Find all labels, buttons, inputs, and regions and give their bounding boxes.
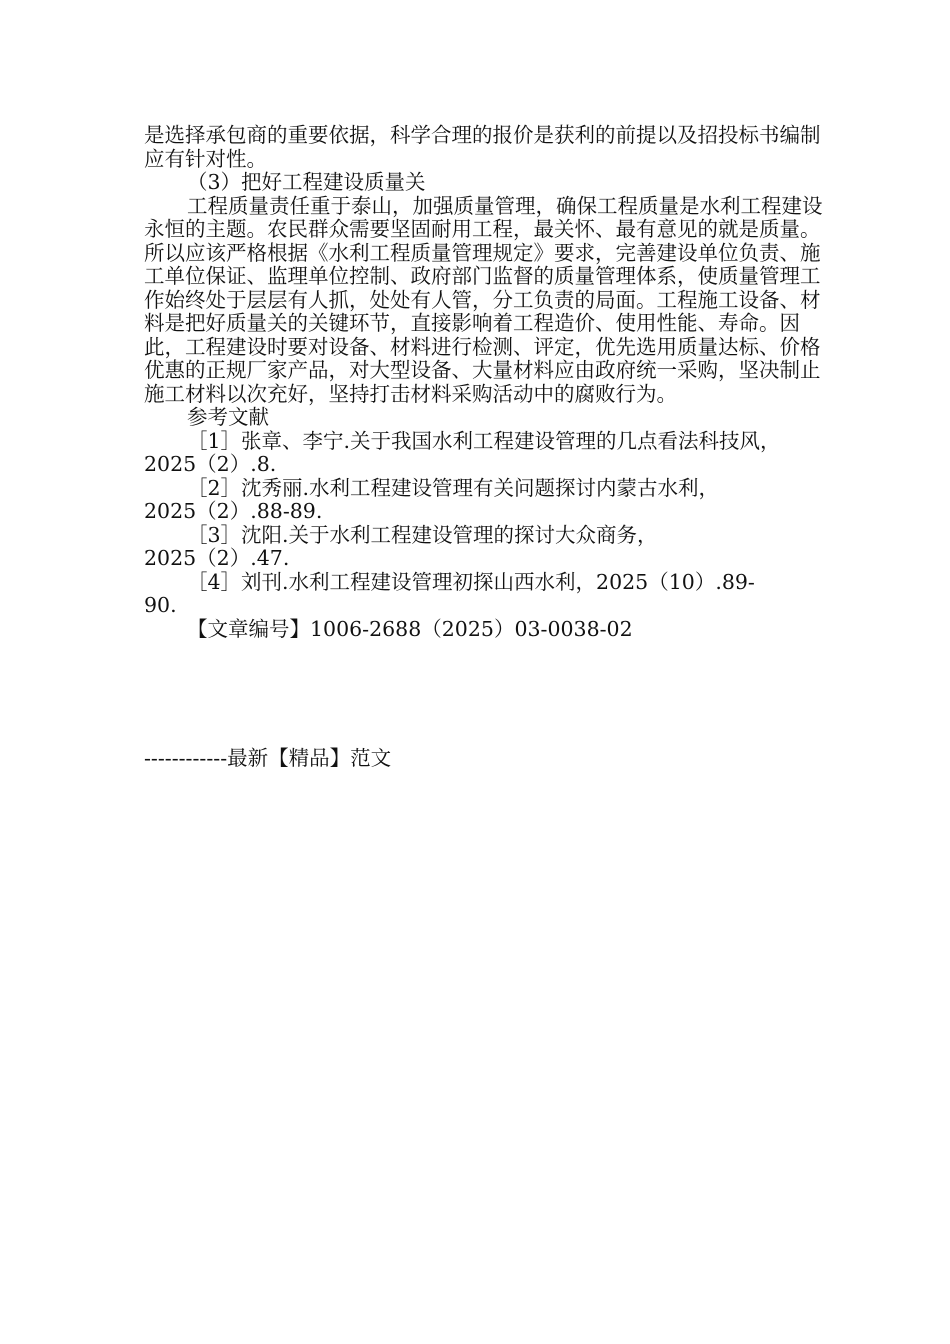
reference-list [144,430,824,618]
references-heading: 参考文献 [187,405,269,429]
section-heading-quality: （3）把好工程建设质量关 [187,170,426,194]
document-body [144,124,824,641]
reference-item-4-line-1: ［4］刘刊.水利工程建设管理初探山西水利，2025（10）.89- [187,569,755,594]
reference-item-2-line-2: 2025（2）.88-89. [144,499,323,523]
paragraph-quality-management: 工程质量责任重于泰山，加强质量管理，确保工程质量是水利工程建设永恒的主题。农民群众需要坚固耐用工程，最关怀、最有意见的就是质量。所以应该严格根据《水利工程质量管理规定》要求，完善建设单位负责、施工单位保证、监理单位控制、政府部门监督的质量管理体系，使质量管理工作始终处于层层有人抓，处处有人管，分工负责的局面。工程施工设备、材料是把好质量关的关键环节，直接影响着工程造价、使用性能、寿命。因此，工程建设时要对设备、材料进行检测、评定，优先选用质量达标、价格优惠的正规厂家产品，对大型设备、大量材料应由政府统一采购，坚决制止施工材料以次充好，坚持打击材料采购活动中的腐败行为。 [144,193,823,406]
article-number: 【文章编号】1006-2688（2025）03-0038-02 [187,616,633,641]
reference-item-3-line-1: ［3］沈阳.关于水利工程建设管理的探讨大众商务， [187,522,658,547]
reference-item-4-line-2: 90. [144,593,177,617]
footer-note: ------------最新【精品】范文 [144,746,392,770]
reference-item-1-line-1: ［1］张章、李宁.关于我国水利工程建设管理的几点看法科技风， [187,428,781,453]
reference-item-1-line-2: 2025（2）.8. [144,452,277,476]
reference-item-2-line-1: ［2］沈秀丽.水利工程建设管理有关问题探讨内蒙古水利， [187,475,720,500]
reference-item-3-line-2: 2025（2）.47. [144,546,290,570]
paragraph-bid-basis: 是选择承包商的重要依据，科学合理的报价是获利的前提以及招投标书编制应有针对性。 [144,123,821,171]
